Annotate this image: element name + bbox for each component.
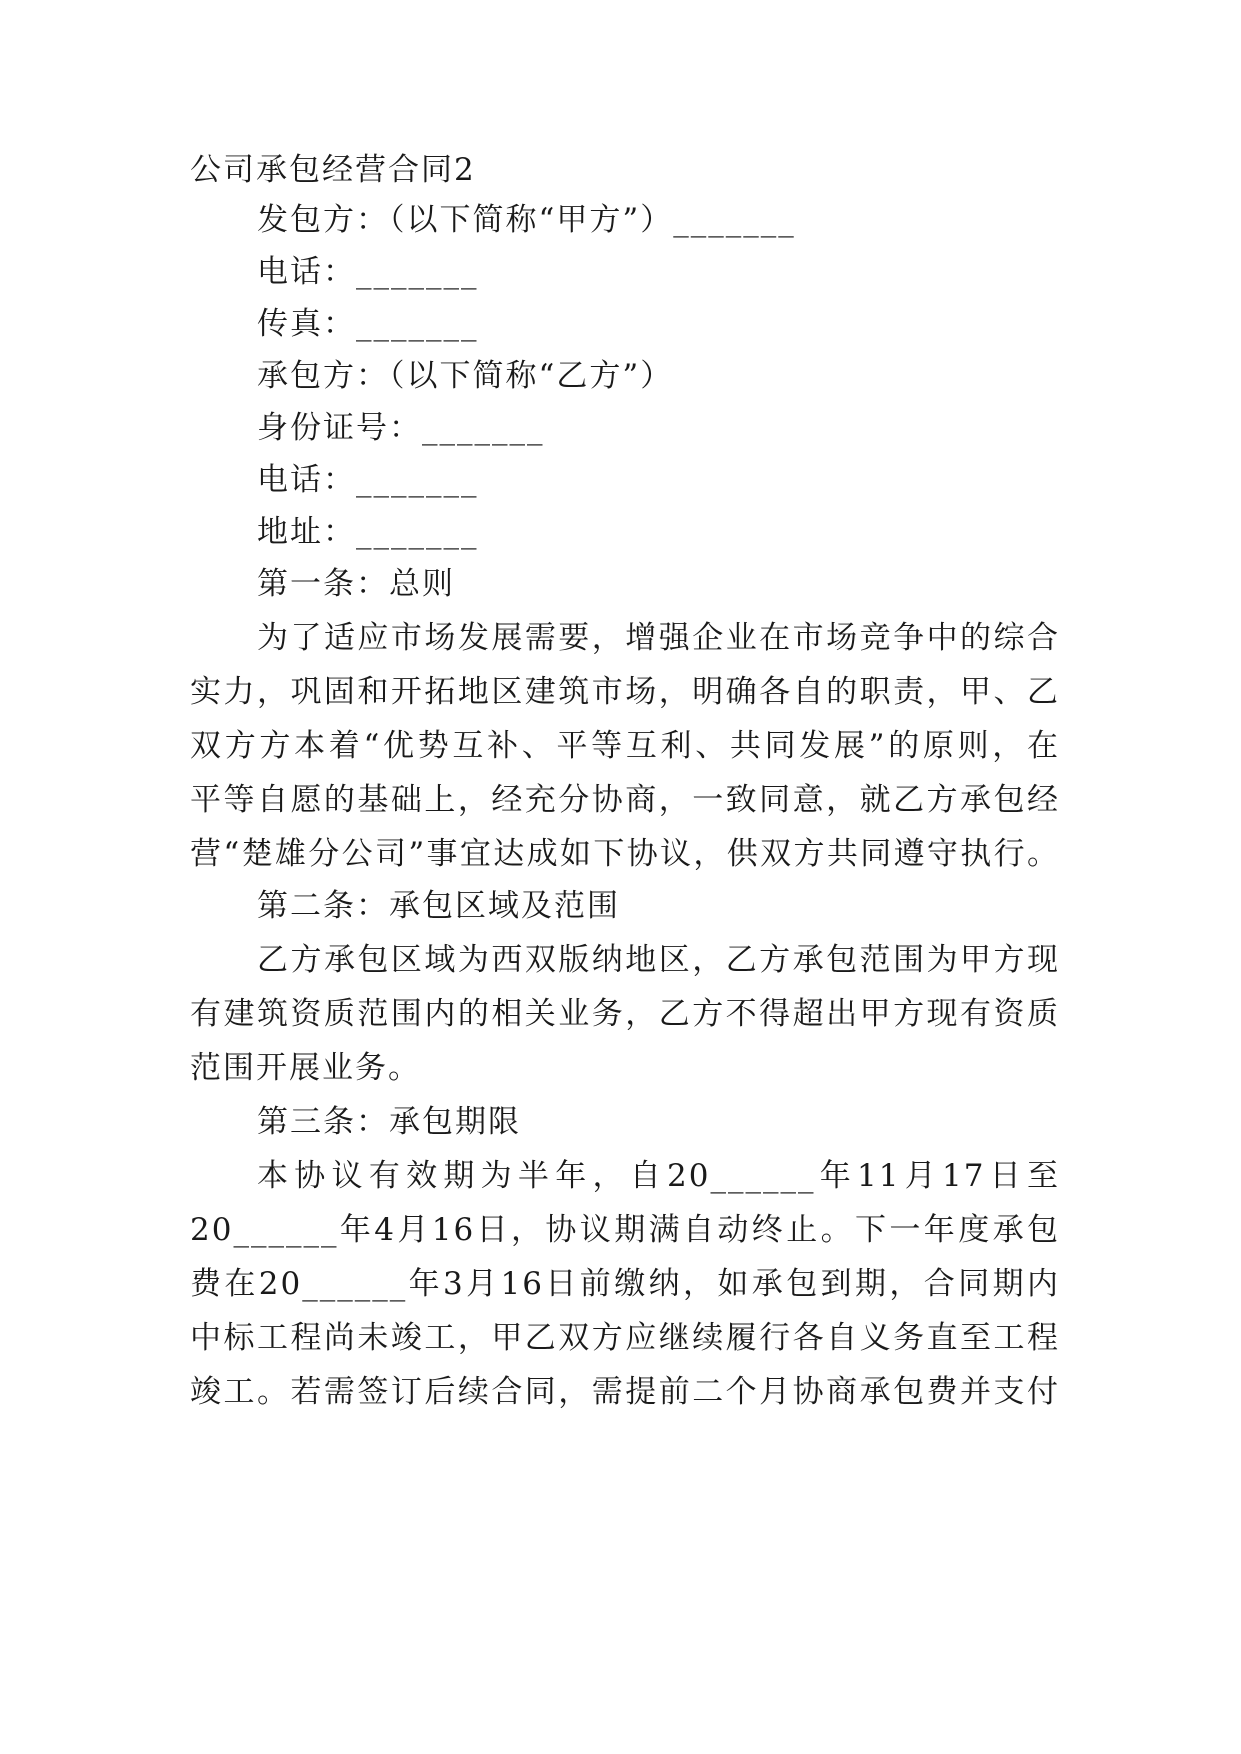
contractor-line: 承包方：（以下简称“乙方”） — [257, 358, 674, 394]
employer-fax-line: 传真：_______ — [257, 306, 479, 342]
paragraph-line: 20______年4月16日，协议期满自动终止。下一年度承包 — [190, 1212, 1060, 1248]
article-3-heading: 第三条：承包期限 — [257, 1104, 521, 1140]
paragraph-line: 实力，巩固和开拓地区建筑市场，明确各自的职责，甲、乙 — [190, 674, 1060, 710]
paragraph-line: 本协议有效期为半年，自20______年11月17日至 — [257, 1158, 1060, 1194]
paragraph-line: 竣工。若需签订后续合同，需提前二个月协商承包费并支付 — [190, 1374, 1060, 1410]
article-1-heading: 第一条：总则 — [257, 566, 455, 602]
employer-line: 发包方：（以下简称“甲方”）_______ — [257, 202, 796, 238]
paragraph-line: 中标工程尚未竣工，甲乙双方应继续履行各自义务直至工程 — [190, 1320, 1060, 1356]
paragraph-line: 乙方承包区域为西双版纳地区，乙方承包范围为甲方现 — [257, 942, 1060, 978]
paragraph-line: 双方方本着“优势互补、平等互利、共同发展”的原则，在 — [190, 728, 1060, 764]
paragraph-line: 平等自愿的基础上，经充分协商，一致同意，就乙方承包经 — [190, 782, 1060, 818]
paragraph-line: 有建筑资质范围内的相关业务，乙方不得超出甲方现有资质 — [190, 996, 1060, 1032]
paragraph-line: 范围开展业务。 — [190, 1050, 421, 1086]
document-title: 公司承包经营合同2 — [190, 152, 476, 188]
paragraph-line: 为了适应市场发展需要，增强企业在市场竞争中的综合 — [257, 620, 1060, 656]
employer-phone-line: 电话：_______ — [257, 254, 479, 290]
contractor-id-line: 身份证号：_______ — [257, 410, 545, 446]
paragraph-line: 费在20______年3月16日前缴纳，如承包到期，合同期内 — [190, 1266, 1060, 1302]
paragraph-line: 营“楚雄分公司”事宜达成如下协议，供双方共同遵守执行。 — [190, 836, 1060, 872]
article-2-heading: 第二条：承包区域及范围 — [257, 888, 620, 924]
contractor-phone-line: 电话：_______ — [257, 462, 479, 498]
contractor-address-line: 地址：_______ — [257, 514, 479, 550]
